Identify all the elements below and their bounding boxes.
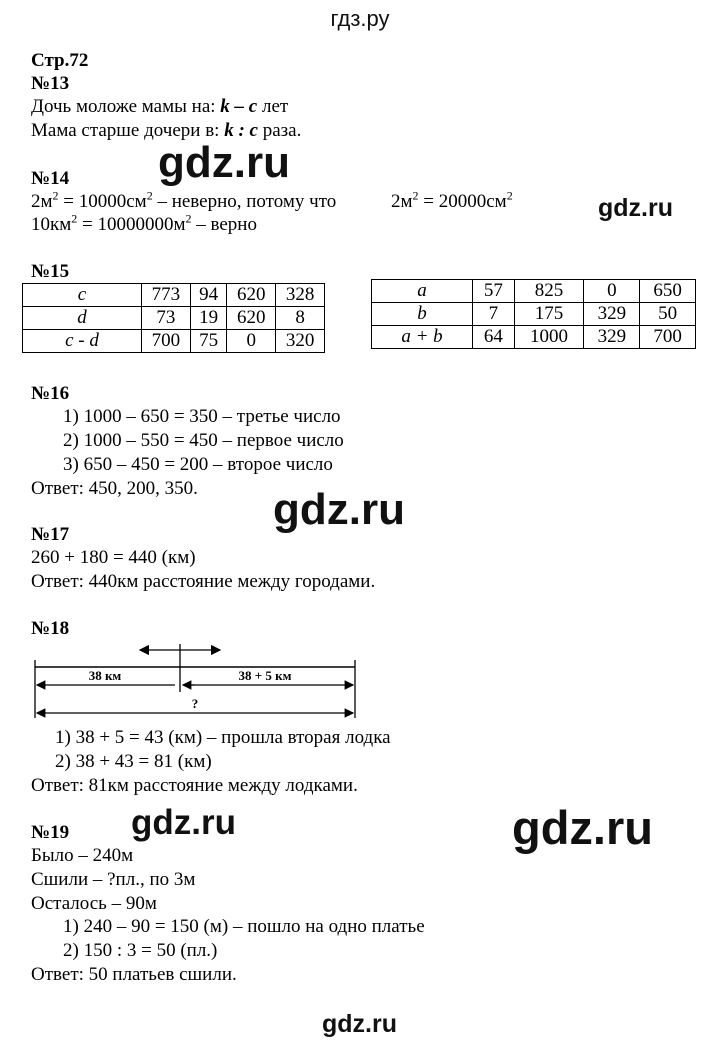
table-row: [372, 303, 696, 326]
task-16-line: 3) 650 – 450 = 200 – второе число: [63, 454, 333, 475]
table-cell: 73: [142, 307, 191, 330]
task-19-given: Было – 240м: [31, 845, 134, 866]
table-cell: 650: [640, 280, 696, 303]
table-cell: a: [372, 280, 473, 303]
segment-diagram: [25, 640, 385, 720]
segment-2-label: 38 + 5 км: [238, 668, 292, 683]
watermark: gdz.ru: [273, 485, 405, 534]
task-19-number: №19: [31, 822, 70, 843]
task-16-answer: Ответ: 450, 200, 350.: [31, 478, 198, 499]
task-16-line: 2) 1000 – 550 = 450 – первое число: [63, 430, 344, 451]
table-c-d: [22, 283, 325, 353]
table-cell: 329: [584, 326, 640, 349]
task-16-line: 1) 1000 – 650 = 350 – третье число: [63, 406, 341, 427]
task-14-line-1: $2м^2 = 10000см^2$ – неверно, потому что: [31, 188, 337, 212]
table-cell: 620: [227, 284, 276, 307]
task-19-line: 2) 150 : 3 = 50 (пл.): [63, 940, 218, 961]
task-18-line: 2) 38 + 43 = 81 (км): [55, 751, 212, 772]
table-cell: 700: [640, 326, 696, 349]
table-row: [23, 330, 325, 353]
table-cell: 329: [584, 303, 640, 326]
table-cell: 57: [473, 280, 515, 303]
table-cell: 620: [227, 307, 276, 330]
table-cell: 320: [276, 330, 325, 353]
segment-1-label: 38 км: [88, 668, 122, 683]
table-cell: 700: [142, 330, 191, 353]
task-17-line: 260 + 180 = 440 (км): [31, 547, 196, 568]
table-cell: c: [23, 284, 142, 307]
task-19-line: 1) 240 – 90 = 150 (м) – пошло на одно платье: [63, 916, 425, 937]
table-cell: 0: [584, 280, 640, 303]
table-row: [23, 307, 325, 330]
table-cell: 7: [473, 303, 515, 326]
total-label: ?: [191, 696, 199, 711]
task-17-number: №17: [31, 524, 70, 545]
table-cell: c - d: [23, 330, 142, 353]
task-18-number: №18: [31, 618, 70, 639]
task-15-number: №15: [31, 261, 70, 282]
task-13-number: №13: [31, 73, 70, 94]
table-row: [372, 326, 696, 349]
task-17-answer: Ответ: 440км расстояние между городами.: [31, 571, 376, 592]
table-cell: 175: [514, 303, 584, 326]
task-19-given: Сшили – ?пл., по 3м: [31, 869, 196, 890]
watermark: gdz.ru: [158, 138, 290, 187]
table-cell: 94: [190, 284, 226, 307]
task-19-given: Осталось – 90м: [31, 893, 157, 914]
table-cell: 825: [514, 280, 584, 303]
table-cell: 50: [640, 303, 696, 326]
watermark: gdz.ru: [512, 801, 653, 854]
task-14-line-2: $10км^2 = 10000000м^2$ – верно: [31, 211, 257, 235]
task-14-line-1-right: $2м^2 = 20000см^2$: [391, 188, 513, 212]
table-cell: b: [372, 303, 473, 326]
table-row: [23, 284, 325, 307]
task-13-line-1: Дочь моложе мамы на: k – c лет: [31, 96, 289, 117]
task-18-answer: Ответ: 81км расстояние между лодками.: [31, 775, 358, 796]
task-19-answer: Ответ: 50 платьев сшили.: [31, 964, 237, 985]
site-header: гдз.ру: [330, 6, 390, 31]
task-14-number: №14: [31, 168, 70, 189]
table-cell: 328: [276, 284, 325, 307]
table-cell: 64: [473, 326, 515, 349]
table-cell: d: [23, 307, 142, 330]
table-a-b: [371, 279, 696, 349]
table-cell: 0: [227, 330, 276, 353]
watermark: gdz.ru: [598, 194, 673, 222]
table-cell: 19: [190, 307, 226, 330]
table-cell: 773: [142, 284, 191, 307]
task-18-line: 1) 38 + 5 = 43 (км) – прошла вторая лодка: [55, 727, 391, 748]
table-cell: 8: [276, 307, 325, 330]
watermark: gdz.ru: [322, 1010, 397, 1038]
task-16-number: №16: [31, 383, 70, 404]
page-ref: Стр.72: [31, 50, 89, 71]
task-13-line-2: Мама старше дочери в: k : c раза.: [31, 120, 302, 141]
table-cell: 1000: [514, 326, 584, 349]
table-row: [372, 280, 696, 303]
watermark: gdz.ru: [131, 803, 236, 842]
table-cell: a + b: [372, 326, 473, 349]
table-cell: 75: [190, 330, 226, 353]
